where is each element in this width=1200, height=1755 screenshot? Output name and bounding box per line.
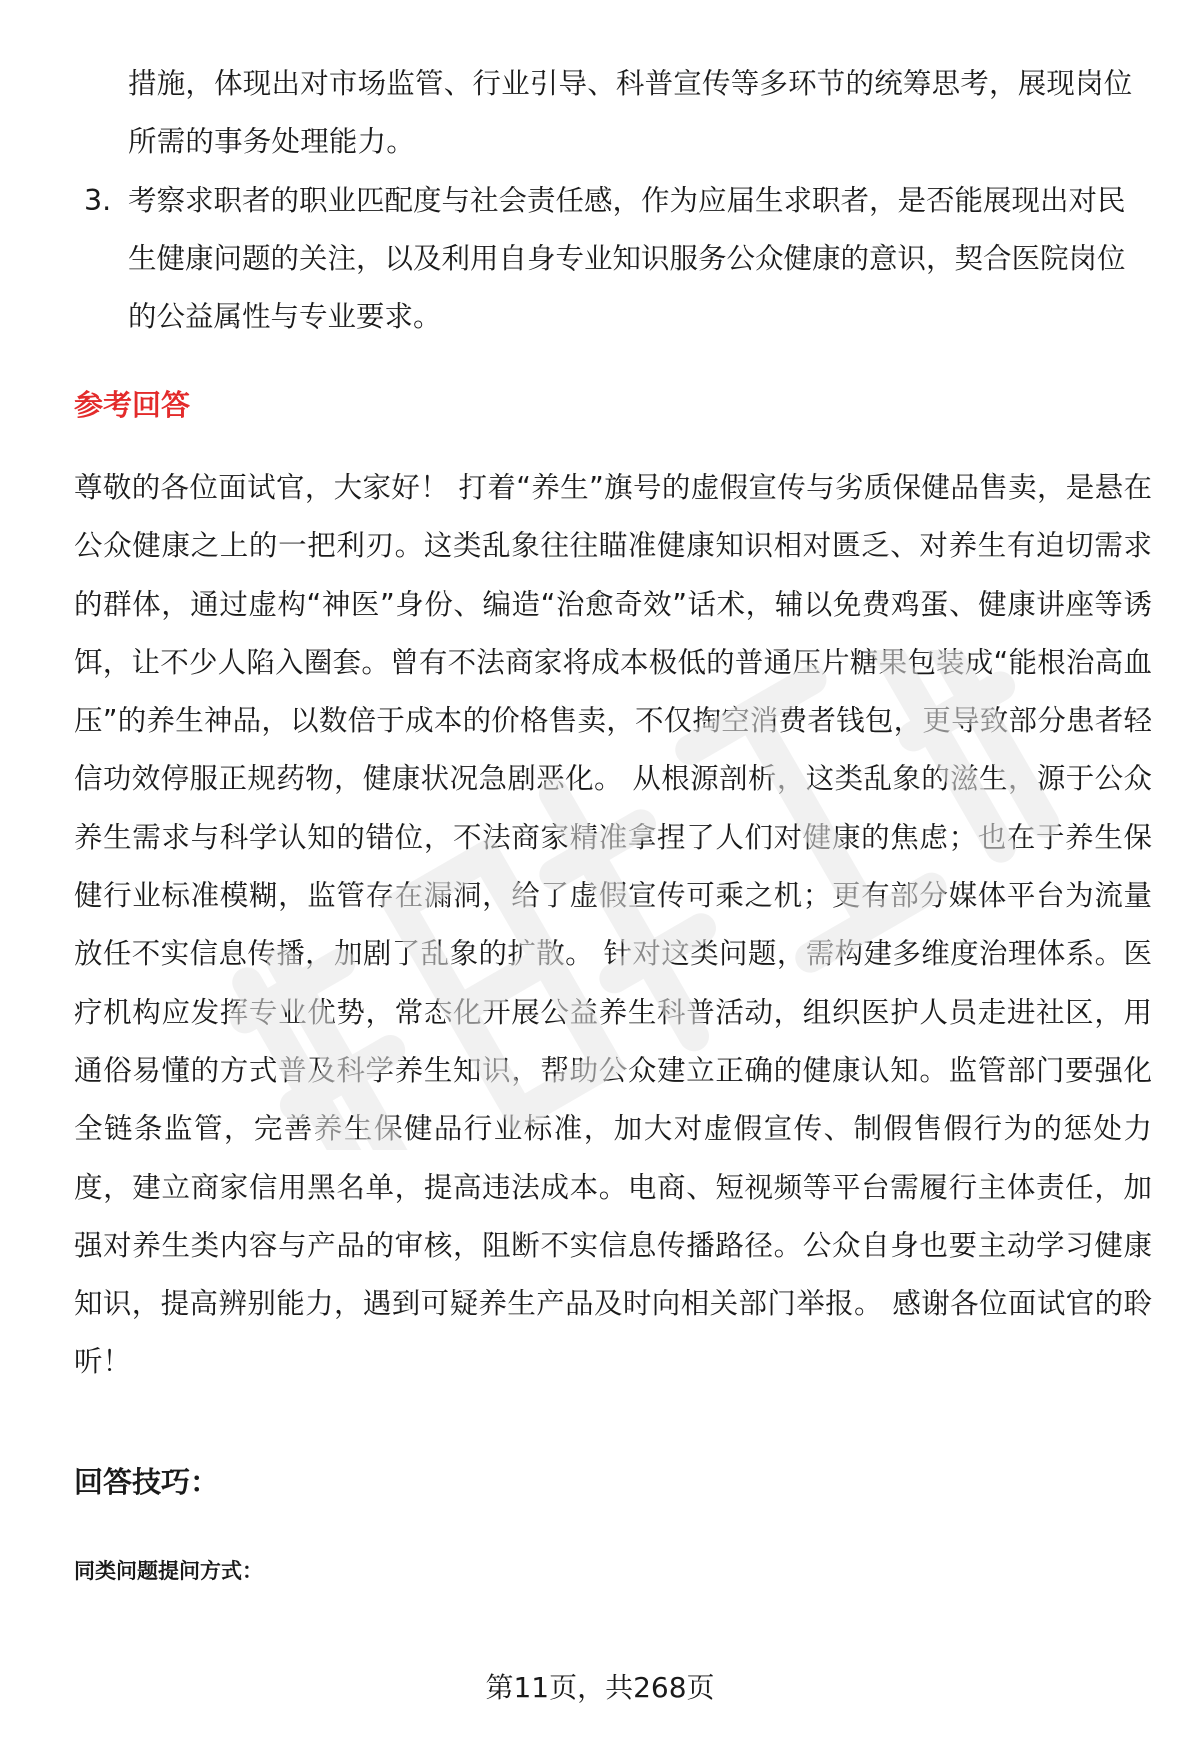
page-footer: 第11页，共268页 bbox=[485, 1671, 715, 1704]
reference-answer-body: 尊敬的各位面试官，大家好！ 打着“养生”旗号的虚假宣传与劣质保健品售卖，是悬在公众健康之上的一把利刃。这类乱象往往瞄准健康知识相对匮乏、对养生有迫切需求的群体，通过虚构“神医”身份、编造“治愈奇效”话术，辅以免费鸡蛋、健康讲座等诱饵，让不少人陷入圈套。曾有不法商家将成本极低的普通压片糖果包装成“能根治高血压”的养生神品，以数倍于成本的价格售卖，不仅掏空消费者钱包，更导致部分患者轻信功效停服正规药物，健康状况急剧恶化。 从根源剖析，这类乱象的滋生，源于公众养生需求与科学认知的错位，不法商家精准拿捏了人们对健康的焦虑；也在于养生保健行业标准模糊，监管存在漏洞，给了虚假宣传可乘之机；更有部分媒体平台为流量放任不实信息传播，加剧了乱象的扩散。 针对这类问题，需构建多维度治理体系。医疗机构应发挥专业优势，常态化开展公益养生科普活动，组织医护人员走进社区，用通俗易懂的方式普及科学养生知识，帮助公众建立正确的健康认知。监管部门要强化全链条监管，完善养生保健品行业标准，加大对虚假宣传、制假售假行为的惩处力度，建立商家信用黑名单，提高违法成本。电商、短视频等平台需履行主体责任，加强对养生类内容与产品的审核，阻断不实信息传播路径。公众自身也要主动学习健康知识，提高辨别能力，遇到可疑养生产品及时向相关部门举报。 感谢各位面试官的聆听！ bbox=[74, 471, 1152, 1379]
list-item-3 bbox=[84, 172, 1144, 346]
list-item-number: 3. bbox=[84, 184, 112, 217]
answer-tips-heading: 回答技巧： bbox=[74, 1465, 220, 1499]
list-item-text: 考察求职者的职业匹配度与社会责任感，作为应届生求职者，是否能展现出对民生健康问题的关注，以及利用自身专业知识服务公众健康的意识，契合医院岗位的公益属性与专业要求。 bbox=[128, 184, 1126, 333]
similar-questions-heading: 同类问题提问方式： bbox=[74, 1559, 263, 1583]
reference-answer-heading: 参考回答 bbox=[74, 388, 191, 422]
item-2-continuation: 措施，体现出对市场监管、行业引导、科普宣传等多环节的统筹思考，展现岗位所需的事务处理能力。 bbox=[128, 67, 1133, 158]
